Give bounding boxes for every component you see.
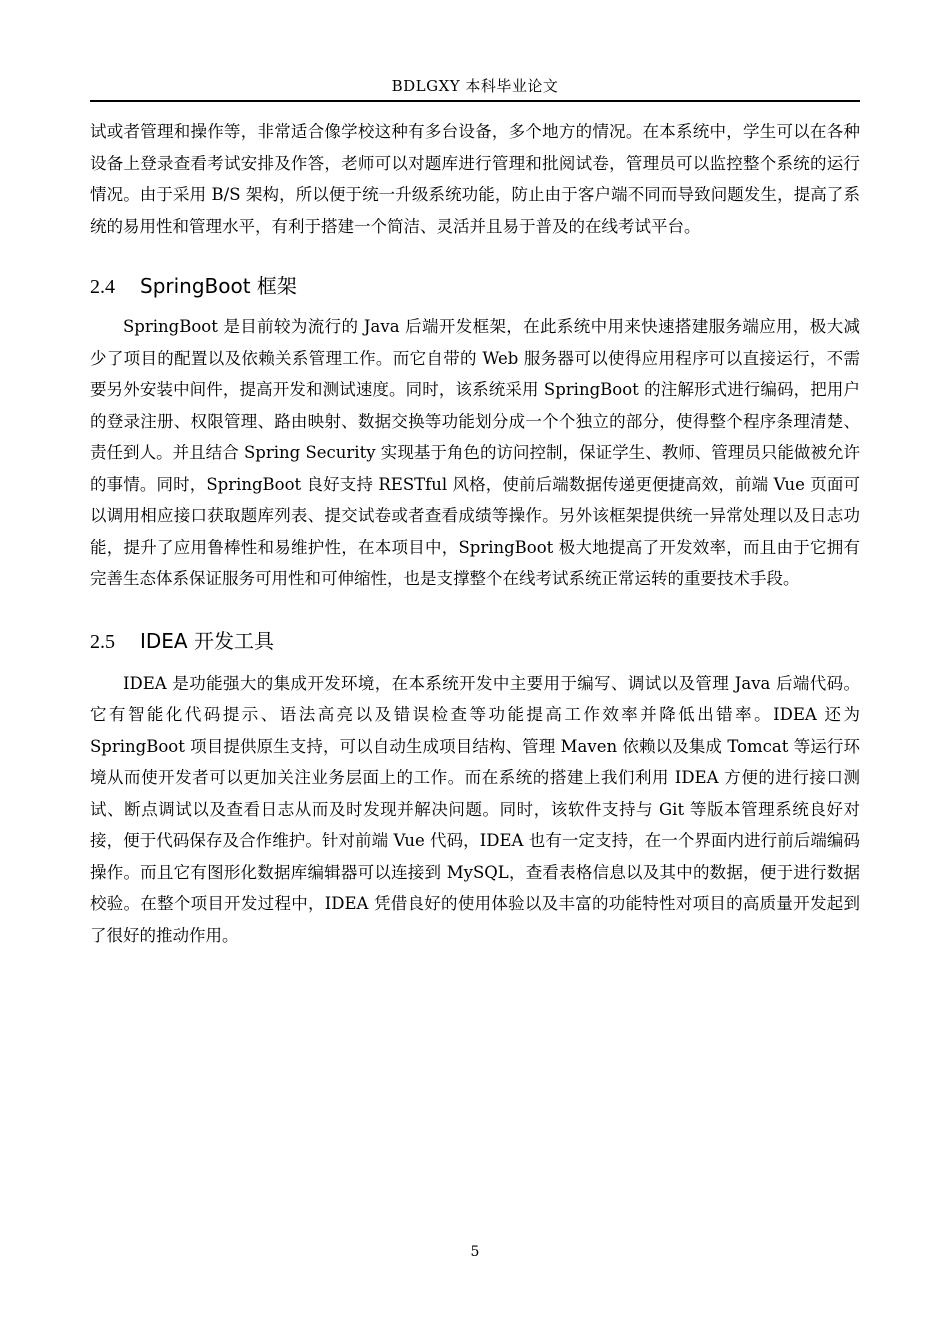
section-paragraph: IDEA 是功能强大的集成开发环境，在本系统开发中主要用于编写、调试以及管理 Java 后端代码。它有智能化代码提示、语法高亮以及错误检查等功能提高工作效率并降低出错率。IDEA 还为 SpringBoot 项目提供原生支持，可以自动生成项目结构、管理 Maven 依赖以及集成 Tomcat 等运行环境从而使开发者可以更加关注业务层面上的工作。而在系统的搭建上我们利用 IDEA 方便的进行接口测试、断点调试以及查看日志从而及时发现并解决问题。同时，该软件支持与 Git 等版本管理系统良好对接，便于代码保存及合作维护。针对前端 Vue 代码，IDEA 也有一定支持，在一个界面内进行前后端编码操作。而且它有图形化数据库编辑器可以连接到 MySQL，查看表格信息以及其中的数据，便于进行数据校验。在整个项目开发过程中，IDEA 凭借良好的使用体验以及丰富的功能特性对项目的高质量开发起到了很好的推动作用。 bbox=[90, 673, 860, 945]
section-number: 2.5 bbox=[90, 630, 115, 653]
section-paragraph: SpringBoot 是目前较为流行的 Java 后端开发框架，在此系统中用来快速搭建服务端应用，极大减少了项目的配置以及依赖关系管理工作。而它自带的 Web 服务器可以使得应用程序可以直接运行，不需要另外安装中间件，提高开发和测试速度。同时，该系统采用 SpringBoot 的注解形式进行编码，把用户的登录注册、权限管理、路由映射、数据交换等功能划分成一个个独立的部分，使得整个程序条理清楚、责任到人。并且结合 Spring Security 实现基于角色的访问控制，保证学生、教师、管理员只能做被允许的事情。同时，SpringBoot 良好支持 RESTful 风格，使前后端数据传递更便捷高效，前端 Vue 页面可以调用相应接口获取题库列表、提交试卷或者查看成绩等操作。另外该框架提供统一异常处理以及日志功能，提升了应用鲁棒性和易维护性，在本项目中，SpringBoot 极大地提高了开发效率，而且由于它拥有完善生态体系保证服务可用性和可伸缩性，也是支撑整个在线考试系统正常运转的重要技术手段。 bbox=[90, 317, 860, 588]
section-heading-2-5 bbox=[90, 627, 860, 656]
running-header: BDLGXY 本科毕业论文 bbox=[391, 77, 559, 95]
section-title: IDEA 开发工具 bbox=[140, 628, 274, 653]
page-number: 5 bbox=[470, 1244, 480, 1260]
section-heading-2-4 bbox=[90, 272, 860, 301]
intro-paragraph: 试或者管理和操作等，非常适合像学校这种有多台设备，多个地方的情况。在本系统中，学生可以在各种设备上登录查看考试安排及作答，老师可以对题库进行管理和批阅试卷，管理员可以监控整个系统的运行情况。由于采用 B/S 架构，所以便于统一升级系统功能，防止由于客户端不同而导致问题发生，提高了系统的易用性和管理水平，有利于搭建一个简洁、灵活并且易于普及的在线考试平台。 bbox=[90, 122, 860, 236]
header-divider bbox=[90, 100, 860, 102]
page-body bbox=[90, 116, 860, 951]
section-number: 2.4 bbox=[90, 276, 115, 298]
section-title: SpringBoot 框架 bbox=[140, 274, 297, 298]
